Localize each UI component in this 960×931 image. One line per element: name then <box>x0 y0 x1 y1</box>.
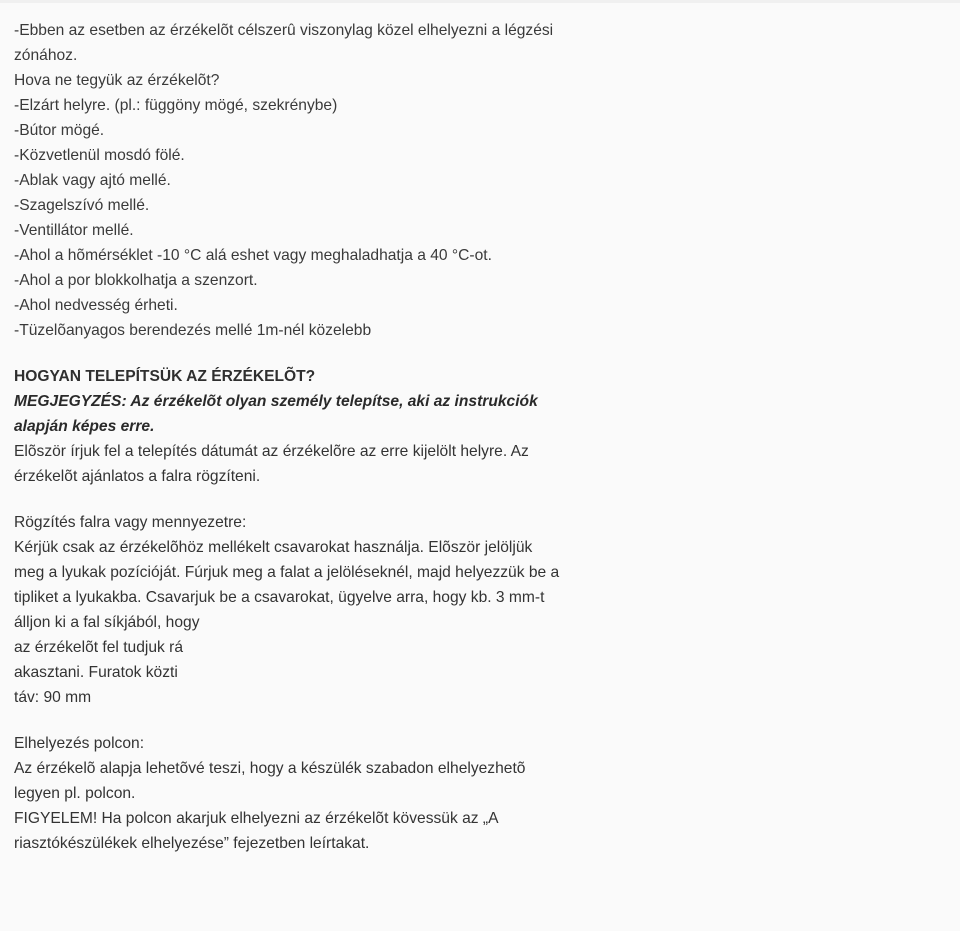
text-line: az érzékelõt fel tudjuk rá <box>14 639 184 656</box>
text-line: riasztókészülékek elhelyezése” fejezetben leírtakat. <box>14 835 370 852</box>
list-item: -Elzárt helyre. (pl.: függöny mögé, szekrénybe) <box>14 97 338 114</box>
subsection-heading: Elhelyezés polcon: <box>14 735 145 752</box>
subsection-heading: Rögzítés falra vagy mennyezetre: <box>14 514 247 531</box>
list-item: -Ablak vagy ajtó mellé. <box>14 172 171 189</box>
text-line: álljon ki a fal síkjából, hogy <box>14 614 200 631</box>
list-item: -Ahol a hõmérséklet -10 °C alá eshet vagy meghaladhatja a 40 °C-ot. <box>14 247 492 264</box>
list-item: -Ahol a por blokkolhatja a szenzort. <box>14 272 258 289</box>
note-line: alapján képes erre. <box>14 418 155 435</box>
spacer <box>14 710 614 731</box>
text-line: érzékelõt ajánlatos a falra rögzíteni. <box>14 468 261 485</box>
note-line: MEGJEGYZÉS: Az érzékelõt olyan személy telepítse, aki az instrukciók <box>14 393 538 410</box>
list-item: -Tüzelõanyagos berendezés mellé 1m-nél közelebb <box>14 322 372 339</box>
list-item: -Szagelszívó mellé. <box>14 197 150 214</box>
section-heading: HOGYAN TELEPÍTSÜK AZ ÉRZÉKELÕT? <box>14 368 316 385</box>
spacer <box>14 489 614 510</box>
text-line: Kérjük csak az érzékelõhöz mellékelt csavarokat használja. Elõször jelöljük <box>14 539 533 556</box>
spacer <box>14 343 614 364</box>
text-line: meg a lyukak pozícióját. Fúrjuk meg a falat a jelöléseknél, majd helyezzük be a <box>14 564 560 581</box>
text-line: zónához. <box>14 47 78 64</box>
document-body <box>14 18 614 856</box>
text-line: Elõször írjuk fel a telepítés dátumát az érzékelõre az erre kijelölt helyre. Az <box>14 443 529 460</box>
text-line: legyen pl. polcon. <box>14 785 136 802</box>
text-line: akasztani. Furatok közti <box>14 664 178 681</box>
text-line: -Ebben az esetben az érzékelõt célszerû viszonylag közel elhelyezni a légzési <box>14 22 554 39</box>
text-line: Az érzékelõ alapja lehetõvé teszi, hogy a készülék szabadon elhelyezhetõ <box>14 760 526 777</box>
list-item: -Ventillátor mellé. <box>14 222 134 239</box>
list-item: -Bútor mögé. <box>14 122 105 139</box>
list-item: -Közvetlenül mosdó fölé. <box>14 147 185 164</box>
list-item: -Ahol nedvesség érheti. <box>14 297 178 314</box>
text-line: Hova ne tegyük az érzékelõt? <box>14 72 220 89</box>
text-line: táv: 90 mm <box>14 689 92 706</box>
text-line: tipliket a lyukakba. Csavarjuk be a csavarokat, ügyelve arra, hogy kb. 3 mm-t <box>14 589 545 606</box>
warning-line: FIGYELEM! Ha polcon akarjuk elhelyezni az érzékelõt kövessük az „A <box>14 810 499 827</box>
